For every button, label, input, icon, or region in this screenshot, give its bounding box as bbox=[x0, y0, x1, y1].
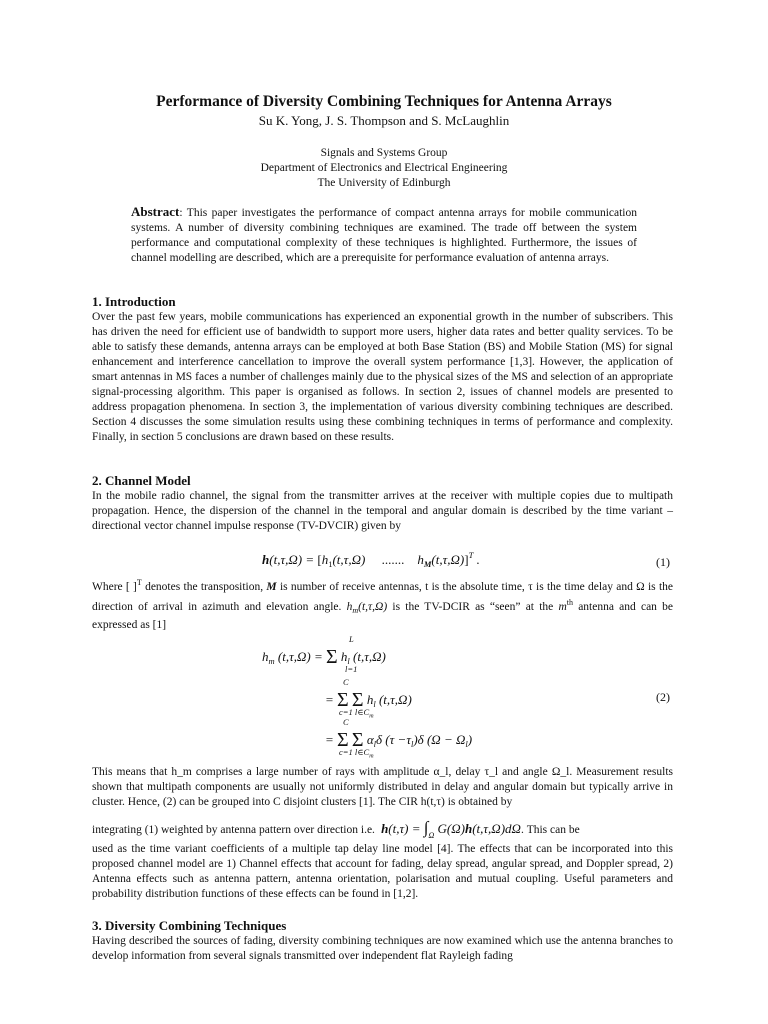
cir-integral-expression: $h(t,\tau) = \int_\Omega$ G(Ω)h(t,τ,Ω)dΩ bbox=[381, 818, 521, 840]
abstract-text: : This paper investigates the performance of compact antenna arrays for mobile communication systems. A number of diversity combining techniques are examined. The trade off between the system performance and computational complexity of these techniques is highlighted. Furthermore, the issues of channel modelling are described, which are a prerequisite for performance evaluation of antenna arrays. bbox=[131, 207, 637, 264]
p2-args: (t,τ,Ω) bbox=[358, 600, 388, 613]
p2-m: m bbox=[558, 600, 567, 613]
diversity-paragraph: Having described the sources of fading, diversity combining techniques are now examined which use the antenna branches to develop information from several signals transmitted over independent flat Rayleigh fading bbox=[92, 935, 673, 962]
equation-1: $h(t,\tau,\Omega) = [h_1(t,\tau,\Omega)$ ....... $h_M(t,\tau,\Omega)]^T$ . bbox=[262, 550, 480, 569]
abstract-label: Abstract bbox=[131, 204, 180, 219]
p4-text-b: . This can be bbox=[520, 824, 580, 836]
equation-1-number: (1) bbox=[656, 555, 670, 569]
affiliation bbox=[0, 146, 768, 191]
p2-sup-th: th bbox=[566, 597, 573, 607]
channel-paragraph-5: used as the time variant coefficients of a multiple tap delay line model [4]. The effects that can be incorporated into this proposed channel model are 1) Channel effects that account for fading, delay spread, angular spread, and Doppler spread, 2) Antenna effects such as antenna pattern, antenna orientation, polarisation and mutual coupling. Useful parameters and probability distribution functions of these effects can be found in [1,2]. bbox=[92, 843, 673, 900]
channel-paragraph-1: In the mobile radio channel, the signal from the transmitter arrives at the receiver with multiple copies due to multipath propagation. Hence, the dispersion of the channel in the temporal and angular domain is described by the time variant – directional vector channel impulse response (TV-DVCIR) given by bbox=[92, 490, 673, 532]
intro-heading: 1. Introduction bbox=[92, 294, 176, 309]
affiliation-department: Department of Electronics and Electrical Engineering bbox=[260, 162, 508, 174]
diversity-heading: 3. Diversity Combining Techniques bbox=[92, 918, 287, 933]
p2-text-c: is number of receive antennas, t is the absolute time, τ is the time delay and Ω is the direction of arrival in azimuth and elevation angle. bbox=[92, 580, 673, 613]
channel-heading: 2. Channel Model bbox=[92, 473, 191, 488]
p2-text-e: antenna and can be expressed as [1] bbox=[92, 600, 673, 631]
channel-paragraph-3: This means that h_m comprises a large number of rays with amplitude α_l, delay τ_l and angle Ω_l. Measurement results shown that multipath components are usually not uniformly distributed in delay and angular domain but typically arrive in cluster. Hence, (2) can be grouped into C disjoint clusters [1]. The CIR h(t,τ) is obtained by bbox=[92, 766, 673, 808]
channel-paragraph-4 bbox=[92, 820, 673, 843]
paper-page: Performance of Diversity Combining Techniques for Antenna Arrays Su K. Yong, J. S. Thompson and S. McLaughlin Signals and Systems Group Department of Electronics and Electrical Engineering The University of Edinburgh Abstract: This paper investigates the performance of compact antenna arrays for mobile communication systems. A number of diversity combining techniques are examined. The trade off between the system performance and computational complexity of these techniques is highlighted. Furthermore, the issues of channel modelling are described, which are a prerequisite for performance evaluation of antenna arrays. 1. Introduction Over the past few years, mobile communications has experienced an exponential growth in the number of subscribers. This has driven the need for efficient use of bandwidth to support more users, higher data rates and better quality services. To be able to satisfy these demands, antenna arrays can be employed at both Base Station (BS) and Mobile Station (MS) for signal enhancement and interference cancellation to improve the overall system performance [1,3]. However, the application of smart antennas in MS faces a number of challenges mainly due to the physical sizes of the MS and selection of an appropriate signal-processing algorithm. This paper is organised as follows. In section 2, issues of channel models are presented to address propagation phenomena. In section 3, the implementation of various diversity combining techniques are described. Section 4 discusses the some simulation results using these combining techniques in terms of performance and complexity. Finally, in section 5 conclusions are drawn based on these results. 2. Channel Model In the mobile radio channel, the signal from the transmitter arrives at the receiver with multiple copies due to multipath propagation. Hence, the dispersion of the channel in the temporal and angular domain is described by the time variant – directional vector channel impulse response (TV-DVCIR) given by $h(t,\tau,\Omega) = [h_1(t,\tau,\Omega)$ ....... $h_M(t,\tau,\Omega)]^T$ . (1) Where [ ]$^T$ denotes the transposition, M is number of receive antennas, t is the absolute time, τ is the time delay and Ω is the direction of arrival in azimuth and elevation angle. $h_m(t,\tau,\Omega)$ is the TV-DCIR as “seen” at the $m^{th}$ antenna and can be expressed as [1] L $h_m$ (t,τ,Ω) = Σ $h_l$ (t,τ,Ω) l=1 C = Σ Σ $h_l$ (t,τ,Ω) c=1 $l\in C_m$ C = Σ Σ $\alpha_l\delta$ $(\tau -\tau_l)\delta$ $(\Omega - \Omega_l)$ c=1 $l\in C_m$ (2) This means that h_m comprises a large number of rays with amplitude α_l, delay τ_l and angle Ω_l. Measurement results shown that multipath components are usually not uniformly distributed in delay and angular domain but typically arrive in cluster. Hence, (2) can be grouped into C disjoint clusters [1]. The CIR h(t,τ) is obtained by integrating (1) weighted by antenna pattern over direction i.e. $h(t,\tau) = \int_\Omega$ G(Ω)h(t,τ,Ω)dΩ. This can be used as the time variant coefficients of a multiple tap delay line model [4]. The effects that can be incorporated into this proposed channel model are 1) Channel effects that account for fading, delay spread, angular spread, and Doppler spread, 2) Antenna effects such as antenna pattern, antenna orientation, polarisation and mutual coupling. Useful parameters and probability distribution functions of these effects can be found in [1,2]. 3. Diversity Combining Techniques Having described the sources of fading, diversity combining techniques are now examined which use the antenna branches to develop information from several signals transmitted over independent flat Rayleigh fading bbox=[0, 0, 768, 1024]
intro-paragraph: Over the past few years, mobile communications has experienced an exponential growth in the number of subscribers. This has driven the need for efficient use of bandwidth to support more users, higher data rates and better quality services. To be able to satisfy these demands, antenna arrays can be employed at both Base Station (BS) and Mobile Station (MS) for signal enhancement and interference cancellation to improve the overall system performance [1,3]. However, the application of smart antennas in MS faces a number of challenges mainly due to the physical sizes of the MS and selection of an appropriate signal-processing algorithm. This paper is organised as follows. In section 2, issues of channel models are presented to address propagation phenomena. In section 3, the implementation of various diversity combining techniques are described. Section 4 discusses the some simulation results using these combining techniques in terms of performance and complexity. Finally, in section 5 conclusions are drawn based on these results. bbox=[92, 311, 673, 443]
p2-text-b: denotes the transposition, bbox=[141, 580, 267, 593]
p4-text-a: integrating (1) weighted by antenna pattern over direction i.e. bbox=[92, 824, 375, 836]
p2-h-sub: m bbox=[352, 605, 359, 615]
p2-text-d: is the TV-DCIR as “seen” at the bbox=[387, 600, 559, 613]
p2-sup-T: T bbox=[136, 578, 142, 587]
channel-paragraph-2 bbox=[92, 575, 673, 633]
p2-h: h bbox=[346, 600, 353, 613]
p2-M: M bbox=[266, 580, 277, 593]
affiliation-group: Signals and Systems Group bbox=[320, 147, 448, 159]
paper-authors: Su K. Yong, J. S. Thompson and S. McLaughlin bbox=[258, 113, 510, 128]
p2-text-a: Where [ ] bbox=[92, 580, 137, 593]
abstract bbox=[131, 204, 637, 266]
equation-2-number: (2) bbox=[656, 690, 670, 704]
paper-title: Performance of Diversity Combining Techniques for Antenna Arrays bbox=[156, 93, 612, 110]
affiliation-university: The University of Edinburgh bbox=[317, 177, 451, 189]
